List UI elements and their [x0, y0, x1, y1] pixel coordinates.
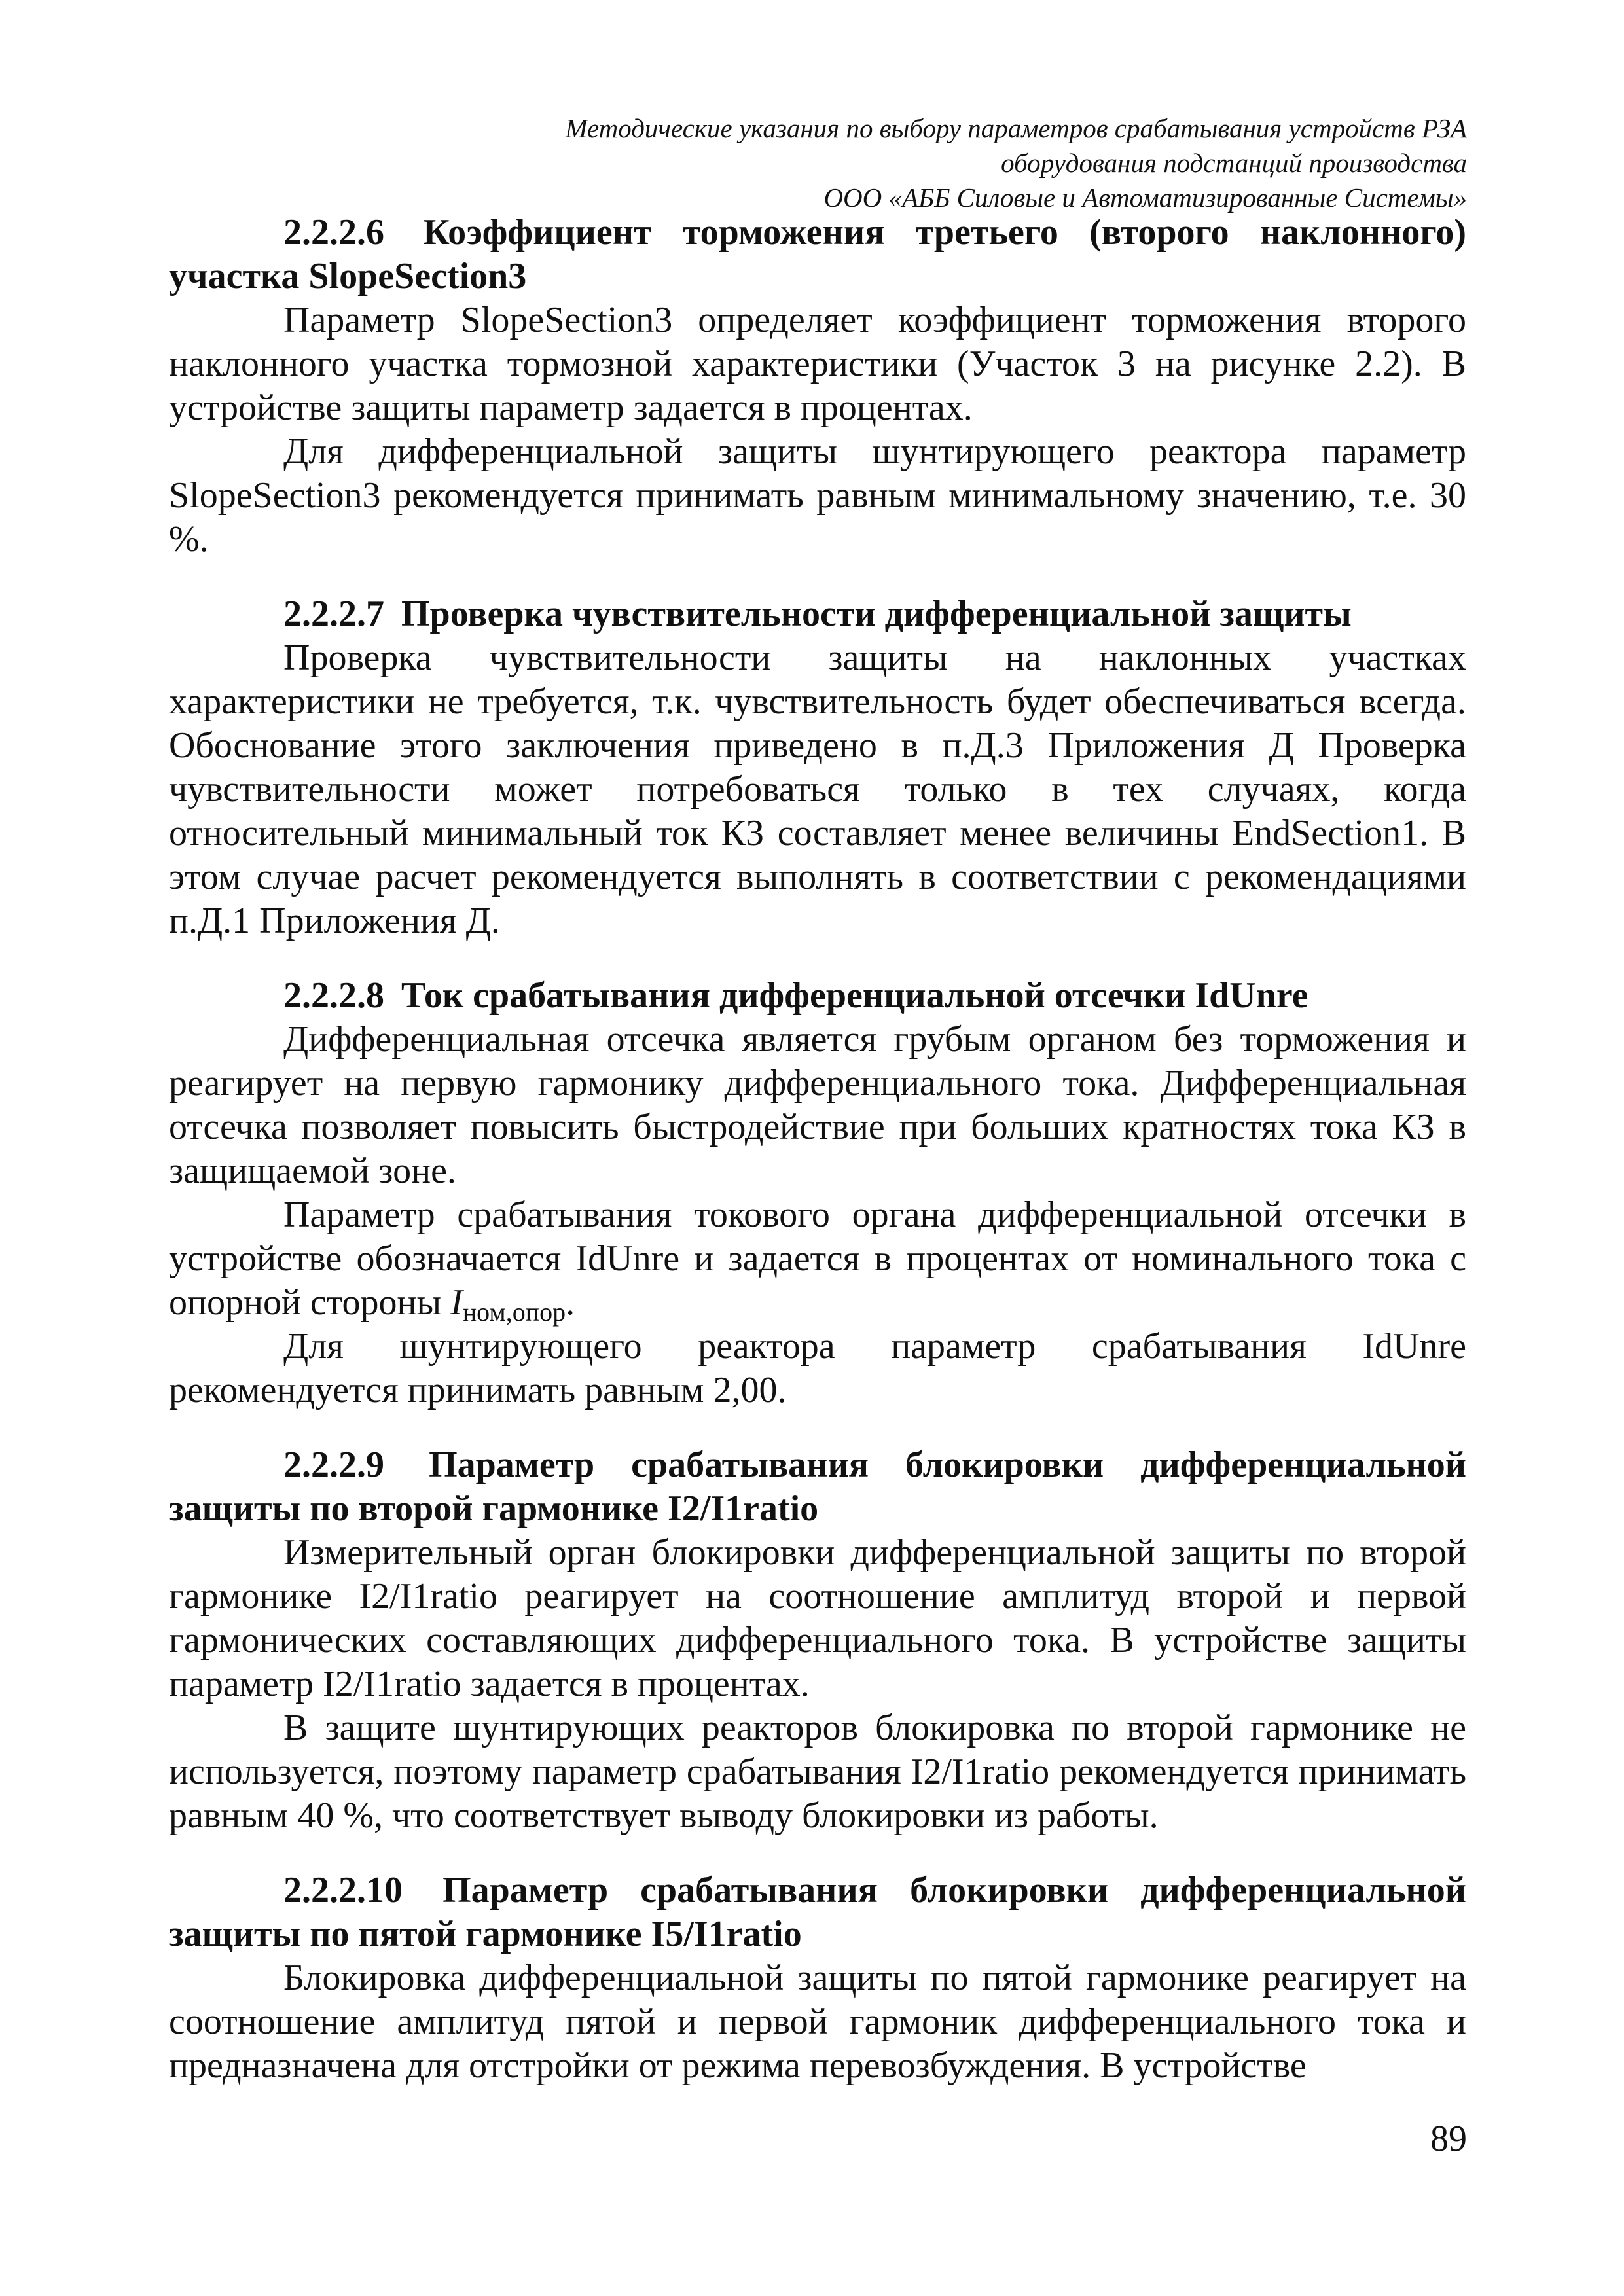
paragraph: Дифференциальная отсечка является грубым органом без торможения и реагирует на первую гармонику дифференциального тока. Дифференциальная отсечка позволяет повысить быстродействие при больших кратностях тока КЗ в защищаемой зоне. [169, 1019, 1466, 1191]
formula-subscript: ном,опор [462, 1297, 566, 1327]
section-2-2-2-9 [169, 1443, 1466, 1838]
section-heading [169, 974, 1466, 1018]
section-number: 2.2.2.7 [283, 594, 384, 634]
section-heading [169, 211, 1466, 298]
section-2-2-2-7 [169, 592, 1466, 943]
paragraph: Блокировка дифференциальной защиты по пятой гармонике реагирует на соотношение амплитуд пятой и первой гармоник дифференциального тока и предназначена для отстройки от режима перевозбуждения. В устройстве [169, 1958, 1466, 2086]
section-2-2-2-8 [169, 974, 1466, 1412]
section-title: Коэффициент торможения третьего (второго наклонного) участка SlopeSection3 [169, 212, 1467, 296]
section-title: Параметр срабатывания блокировки дифференциальной защиты по пятой гармонике I5/I1ratio [169, 1870, 1466, 1954]
section-heading [169, 1443, 1466, 1531]
section-number: 2.2.2.8 [283, 975, 384, 1016]
formula-symbol: I [450, 1282, 463, 1323]
formula-end: . [566, 1282, 575, 1323]
document-body [169, 211, 1466, 2088]
section-title: Проверка чувствительности дифференциальной защиты [401, 594, 1352, 634]
paragraph: В защите шунтирующих реакторов блокировка по второй гармонике не используется, поэтому параметр срабатывания I2/I1ratio рекомендуется принимать равным 40 %, что соответствует выводу блокировки из работы. [169, 1708, 1466, 1836]
section-title: Параметр срабатывания блокировки дифференциальной защиты по второй гармонике I2/I1ratio [169, 1444, 1466, 1529]
section-heading [169, 1869, 1466, 1956]
section-number: 2.2.2.9 [283, 1444, 384, 1485]
header-line-3: ООО «АББ Силовые и Автоматизированные Системы» [823, 183, 1467, 213]
section-heading [169, 592, 1466, 636]
paragraph: Для дифференциальной защиты шунтирующего реактора параметр SlopeSection3 рекомендуется принимать равным минимальному значению, т.е. 30 %. [169, 431, 1466, 560]
running-header [223, 111, 1467, 215]
section-number: 2.2.2.6 [283, 212, 384, 253]
section-title: Ток срабатывания дифференциальной отсечки IdUnre [401, 975, 1308, 1016]
paragraph: Параметр SlopeSection3 определяет коэффициент торможения второго наклонного участка тормозной характеристики (Участок 3 на рисунке 2.2). В устройстве защиты параметр задается в процентах. [169, 300, 1466, 428]
page-number: 89 [1430, 2119, 1467, 2159]
section-number: 2.2.2.10 [283, 1870, 403, 1910]
paragraph: Для шунтирующего реактора параметр срабатывания IdUnre рекомендуется принимать равным 2,00. [169, 1326, 1466, 1410]
paragraph-with-formula [169, 1193, 1466, 1325]
section-2-2-2-10 [169, 1869, 1466, 2088]
paragraph-text: Параметр срабатывания токового органа дифференциальной отсечки в устройстве обозначается IdUnre и задается в процентах от номинального тока с опорной стороны [169, 1194, 1466, 1323]
paragraph: Проверка чувствительности защиты на наклонных участках характеристики не требуется, т.к. чувствительность будет обеспечиваться всегда. Обоснование этого заключения приведено в п.Д.3 Приложения Д Проверка чувствительности может потребоваться только в тех случаях, когда относительный минимальный ток КЗ составляет менее величины EndSection1. В этом случае расчет рекомендуется выполнять в соответствии с рекомендациями п.Д.1 Приложения Д. [169, 637, 1466, 941]
section-2-2-2-6 [169, 211, 1466, 562]
header-line-1: Методические указания по выбору параметров срабатывания устройств РЗА [565, 113, 1467, 143]
paragraph: Измерительный орган блокировки дифференциальной защиты по второй гармонике I2/I1ratio реагирует на соотношение амплитуд второй и первой гармонических составляющих дифференциального тока. В устройстве защиты параметр I2/I1ratio задается в процентах. [169, 1532, 1466, 1704]
header-line-2: оборудования подстанций производства [1001, 148, 1467, 178]
